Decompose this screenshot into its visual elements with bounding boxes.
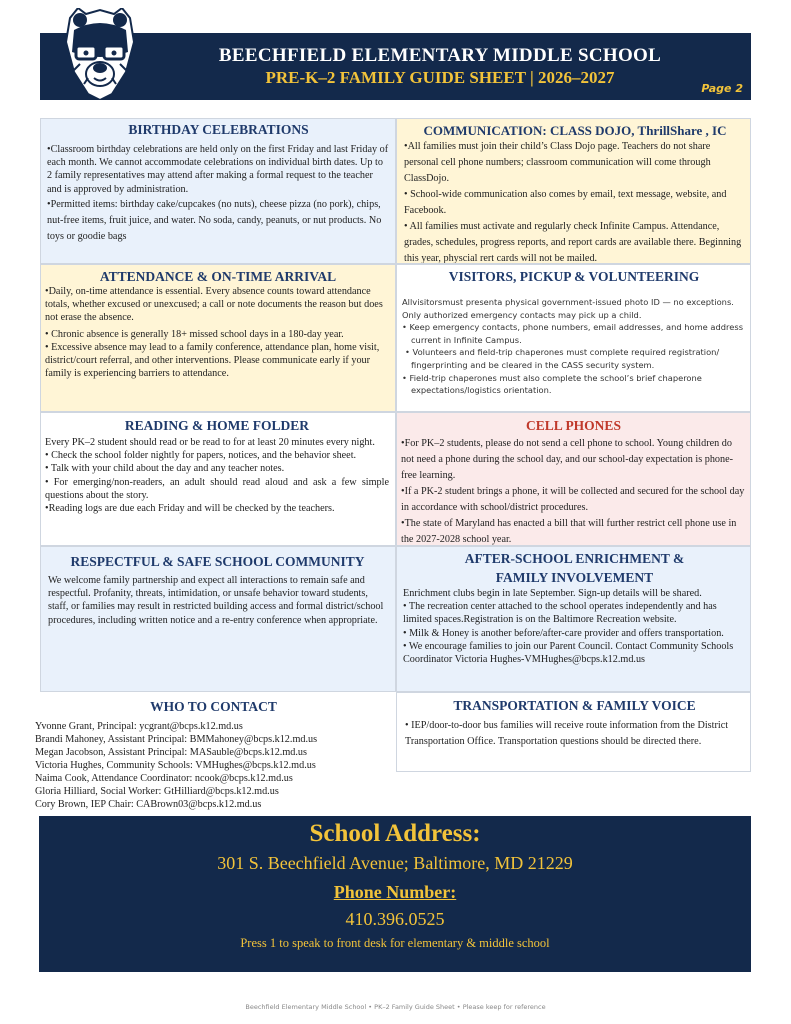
birthday-section (40, 118, 396, 264)
cell-phones-title: CELL PHONES (526, 418, 621, 433)
contact-item: Victoria Hughes, Community Schools: VMHughes@bcps.k12.md.us (35, 760, 316, 771)
contacts-title: WHO TO CONTACT (150, 699, 277, 714)
guide-title: PRE-K–2 FAMILY GUIDE SHEET | 2026–2027 (265, 68, 615, 87)
reading-text: • Talk with your child about the day and any teacher notes. (45, 463, 285, 475)
communication-section (396, 118, 751, 264)
page-footer: Beechfield Elementary Middle School • PK–2 Family Guide Sheet • Please keep for reference (245, 1003, 546, 1011)
attendance-title: ATTENDANCE & ON-TIME ARRIVAL (99, 269, 337, 284)
transportation-title: TRANSPORTATION & FAMILY VOICE (453, 698, 696, 713)
afterschool-section (396, 546, 751, 692)
bear-logo-icon (64, 8, 136, 100)
afterschool-text: • The recreation center attached to the school operates independently and has limited spaces.Registration is on the Baltimore Recreation website. (403, 601, 717, 626)
communication-text: • All families must activate and regularly check Infinite Campus. Attendance, grades, schedules, progress reports, and report cards are available there. Beginning this year, physcial rert cards will not be mailed. (404, 221, 742, 264)
transportation-section (396, 692, 751, 772)
birthday-title: BIRTHDAY CELEBRATIONS (128, 122, 309, 137)
reading-text: •Reading logs are due each Friday and will be checked by the teachers. (45, 503, 335, 515)
reading-text: • For emerging/non-readers, an adult should read aloud and ask a few simple questions about the story. (45, 476, 389, 501)
afterschool-text: • Milk & Honey is another before/after-care provider and offers transportation. (403, 627, 724, 639)
respectful-section (40, 546, 396, 692)
phone-instructions: Press 1 to speak to front desk for elementary & middle school (240, 936, 550, 950)
visitors-text: Only authorized emergency contacts may pick up a child. (402, 309, 642, 320)
visitors-text: • Field-trip chaperones must also complete the school’s brief chaperone expectations/logistics orientation. (402, 372, 702, 396)
cell-phones-text: •If a PK-2 student brings a phone, it will be collected and secured for the school day in accordance with school/district procedures. (401, 486, 745, 513)
visitors-section (396, 264, 751, 412)
afterschool-text: • We encourage families to join our Parent Council. Contact Community Schools Coordinator Victoria Hughes-VMHughes@bcps.k12.md.us (403, 640, 734, 666)
communication-title: COMMUNICATION: CLASS DOJO, ThrillShare , IC (423, 123, 727, 138)
visitors-text: Allvisitorsmust presenta physical government-issued photo ID — no exceptions. (402, 297, 734, 307)
contact-item: Brandi Mahoney, Assistant Principal: BMMahoney@bcps.k12.md.us (35, 734, 318, 745)
phone-number: 410.396.0525 (345, 909, 445, 929)
attendance-text: •Daily, on-time attendance is essential. Every absence counts toward attendance totals, whether excused or unexcused; a call or note documents the reason but does not erase the absence. (45, 286, 383, 324)
respectful-title: RESPECTFUL & SAFE SCHOOL COMMUNITY (70, 554, 365, 569)
contact-item: Naima Cook, Attendance Coordinator: ncook@bcps.k12.md.us (35, 773, 293, 784)
afterschool-title-line-2: FAMILY INVOLVEMENT (495, 570, 654, 585)
visitors-text: • Volunteers and field-trip chaperones must complete required registration/ fingerprinting and be cleared in the CASS security system. (405, 347, 720, 370)
visitors-text: • Keep emergency contacts, phone numbers, email addresses, and home address current in Infinite Campus. (402, 322, 744, 345)
address-line: 301 S. Beechfield Avenue; Baltimore, MD 21229 (217, 853, 573, 873)
contact-item: Cory Brown, IEP Chair: CABrown03@bcps.k12.md.us (35, 799, 262, 810)
reading-title: READING & HOME FOLDER (124, 418, 310, 433)
contact-item: Yvonne Grant, Principal: ycgrant@bcps.k12.md.us (35, 721, 243, 732)
attendance-section (40, 264, 396, 412)
contact-item: Megan Jacobson, Assistant Principal: MASauble@bcps.k12.md.us (35, 747, 307, 758)
address-banner (39, 816, 751, 972)
page-number: Page 2 (701, 82, 743, 95)
header-banner (40, 33, 751, 100)
cell-phones-section (396, 412, 751, 546)
transportation-text: • IEP/door-to-door bus families will receive route information from the District Transportation Office. Transportation questions should be directed there. (405, 720, 729, 747)
communication-text: • School-wide communication also comes by email, text message, website, and Facebook. (404, 189, 727, 216)
birthday-text: •Classroom birthday celebrations are held only on the first Friday and last Friday of each month. We cannot accommodate celebrations on individual birth dates. Up to 2 family representatives may attend after making a formal request to the teacher and is approved by administration. (47, 144, 389, 195)
reading-text: Every PK–2 student should read or be read to for at least 20 minutes every night. (45, 437, 375, 448)
reading-section (40, 412, 396, 546)
cell-phones-text: •For PK–2 students, please do not send a cell phone to school. Young children do not need a phone during the school day, and our school-day expectation is phone- free learning. (401, 438, 734, 481)
cell-phones-text: •The state of Maryland has enacted a bill that will further restrict cell phone use in the 2027-2028 school year. (401, 518, 737, 545)
phone-title: Phone Number: (333, 882, 457, 902)
communication-text: •All families must join their child’s Class Dojo page. Teachers do not share personal cell phone numbers; classroom communication will come through ClassDojo. (404, 141, 711, 184)
respectful-text: We welcome family partnership and expect all interactions to remain safe and respectful. Profanity, threats, intimidation, or unsafe behavior toward students, staff, or families may result in restricted building access and formal district/school procedures, including written notice and a re-entry conference when appropriate. (48, 575, 384, 626)
address-title: School Address: (309, 820, 481, 847)
contact-item: Gloria Hilliard, Social Worker: GtHilliard@bcps.k12.md.us (35, 786, 279, 797)
afterschool-title: AFTER-SCHOOL ENRICHMENT & (464, 551, 685, 566)
contacts-section (34, 694, 396, 812)
attendance-text: • Excessive absence may lead to a family conference, attendance plan, home visit, district/court referral, and other interventions. Please communicate early if your family is experiencing barriers to attendance. (45, 341, 380, 380)
visitors-title: VISITORS, PICKUP & VOLUNTEERING (448, 269, 700, 284)
afterschool-text: Enrichment clubs begin in late September. Sign-up details will be shared. (403, 588, 702, 599)
school-name: BEECHFIELD ELEMENTARY MIDDLE SCHOOL (218, 45, 662, 66)
birthday-text: •Permitted items: birthday cake/cupcakes (no nuts), cheese pizza (no pork), chips, nut-free items, fruit juice, and water. No soda, candy, peanuts, or nut products. No toys or goodie bags (47, 198, 382, 242)
attendance-text: • Chronic absence is generally 18+ missed school days in a 180-day year. (45, 328, 344, 340)
reading-text: • Check the school folder nightly for papers, notices, and the behavior sheet. (45, 450, 357, 462)
